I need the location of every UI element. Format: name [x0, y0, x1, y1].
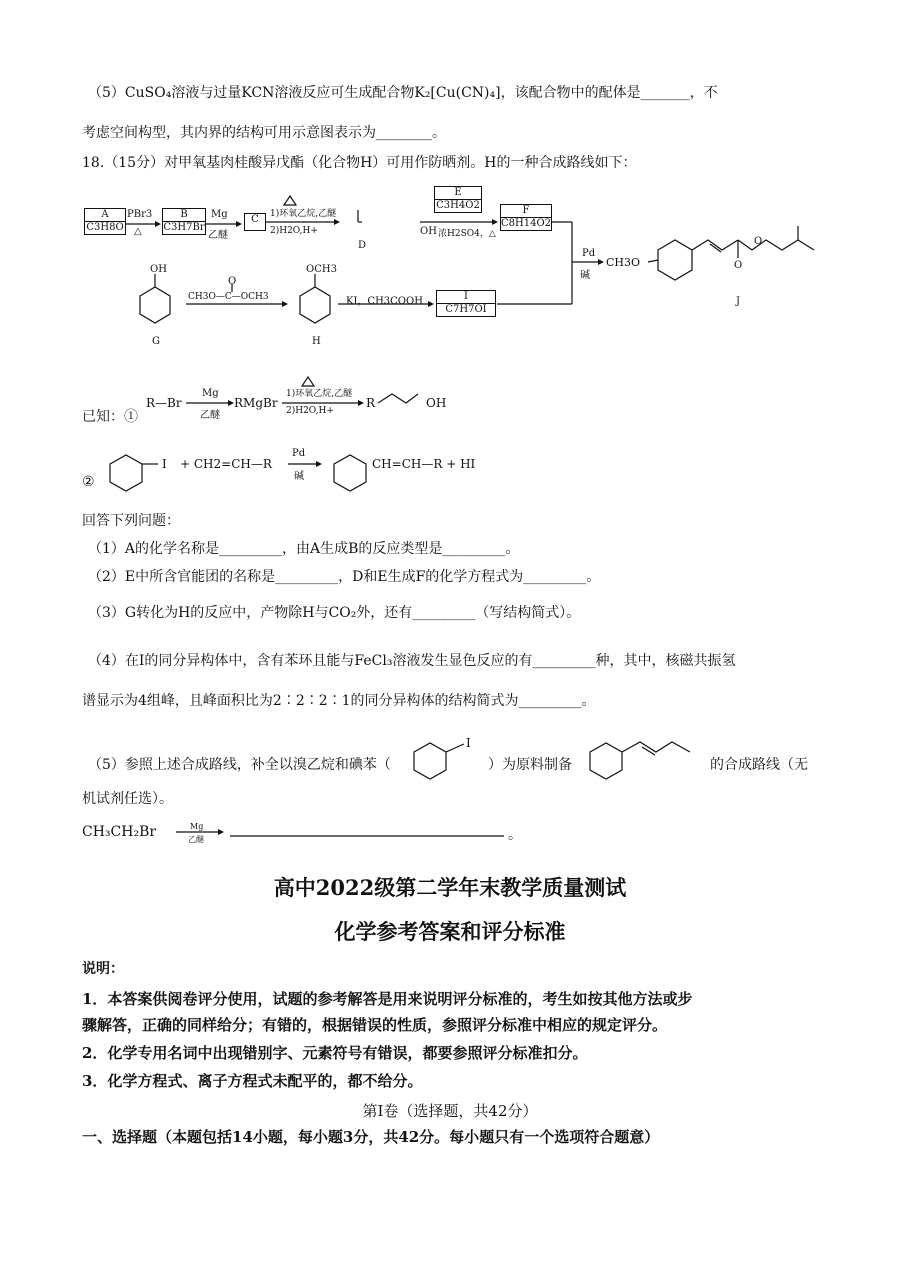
reagent-pbr3: PBr3 [127, 209, 153, 220]
arrowhead-a-b [155, 221, 161, 227]
h-benzene-ring [300, 287, 330, 323]
reagent-base-1: 碱 [580, 270, 590, 281]
label-j: J [736, 296, 741, 307]
section1-heading: 一、选择题（本题包括14小题，每小题3分，共42分。每小题只有一个选项符合题意） [82, 1128, 660, 1146]
q5-iodobenzene-ring [414, 743, 446, 779]
k2-product-ring [334, 455, 366, 491]
k1-ether: 乙醚 [200, 410, 220, 421]
k2-iodo: I [162, 457, 167, 471]
k2-base: 碱 [294, 471, 304, 482]
compound-box-f [500, 204, 552, 231]
q5-target-chain [622, 742, 690, 752]
reagent-ki: KI，CH3COOH [346, 296, 423, 307]
answer-key-title1: 高中2022级第二学年末教学质量测试 [273, 875, 627, 900]
label-h: H [312, 336, 321, 347]
route-mg: Mg [190, 822, 204, 831]
known-label: 已知：① [82, 409, 138, 425]
box-b-formula: C3H7Br [163, 222, 205, 233]
k1-end-oh: OH [426, 396, 447, 410]
q18-sub5-line1a: （5）参照上述合成路线，补全以溴乙烷和碘苯（ [88, 757, 391, 773]
note1-a: 1．本答案供阅卷评分使用，试题的参考解答是用来说明评分标准的，考生如按其他方法或步 [82, 990, 693, 1008]
box-f-formula: C8H14O2 [501, 218, 552, 229]
j-methoxy-label: CH3O [606, 256, 641, 269]
note-label: 说明： [82, 961, 124, 977]
box-b-label: B [163, 209, 205, 222]
q18-sub5-line1c: 的合成路线（无 [710, 757, 808, 773]
label-g: G [152, 336, 160, 347]
g-benzene-ring [140, 287, 170, 323]
j-ester-chain [738, 240, 814, 250]
k2-pd: Pd [292, 448, 306, 459]
q18-sub2: （2）E中所含官能团的名称是_________，D和E生成F的化学方程式为_________。 [88, 569, 601, 585]
epoxide-ring-2 [302, 377, 314, 386]
arrowhead-b-c [236, 221, 242, 227]
label-d: D [358, 240, 367, 251]
q18-sub1: （1）A的化学名称是_________，由A生成B的反应类型是_________。 [88, 541, 520, 557]
box-a-label: A [85, 209, 125, 222]
box-f-label: F [501, 205, 551, 218]
reagent-carbonyl-o: O [228, 276, 237, 287]
box-e-formula: C3H4O2 [436, 200, 480, 211]
epoxide-ring-1 [284, 196, 296, 205]
j-carbonyl-o: O [734, 260, 743, 271]
k1-grignard: RMgBr [234, 396, 278, 410]
reagent-ether-1: 乙醚 [208, 230, 228, 241]
compound-box-c [244, 213, 266, 231]
k1-reagent2-bottom: 2)H2O,H+ [286, 406, 334, 416]
q5-c-i-bond [446, 744, 464, 752]
q18-sub5-line2: 机试剂任选）。 [82, 791, 173, 807]
q18-sub5-line1b: ）为原料制备 [488, 757, 572, 773]
k1-product-chain [378, 394, 418, 403]
route-end: 。 [508, 827, 522, 843]
reagent-mg-1: Mg [211, 209, 228, 220]
q5-target-ring [590, 743, 622, 779]
g-oh-label: OH [150, 264, 167, 275]
q5-target-double [642, 747, 655, 755]
compound-box-e [434, 186, 482, 213]
k1-mg: Mg [202, 388, 219, 399]
note3: 3．化学方程式、离子方程式未配平的，都不给分。 [82, 1072, 423, 1090]
part1-heading: 第Ⅰ卷（选择题，共42分） [362, 1102, 538, 1120]
arrowhead-h-i [428, 301, 434, 307]
box-a-formula: C3H8O [86, 222, 124, 233]
q17-5-line1: （5）CuSO₄溶液与过量KCN溶液反应可生成配合物K₂[Cu(CN)₄]，该配合物中的配体是_______，不 [88, 85, 718, 101]
k2-alkene: + CH2=CH—R [180, 457, 272, 471]
compound-box-b [162, 208, 206, 235]
box-i-label: I [437, 291, 495, 304]
q18-sub3: （3）G转化为H的反应中，产物除H与CO₂外，还有_________（写结构简式）。 [88, 605, 581, 621]
box-i-formula: C7H7OI [445, 304, 487, 315]
note2: 2．化学专用名词中出现错别字、元素符号有错误，都要参照评分标准扣分。 [82, 1044, 588, 1062]
reagent-epoxide-step1: 1)环氧乙烷,乙醚 [270, 209, 337, 219]
compound-box-i [436, 290, 496, 317]
k2-product: CH=CH—R + HI [372, 457, 476, 471]
reagent-dimethyl-carbonate: CH3O—C—OCH3 [188, 292, 269, 302]
j-ester-o: O [754, 236, 763, 247]
k2-iodobenzene-ring [110, 455, 142, 491]
reagent-pd-1: Pd [582, 248, 596, 259]
route-arrowhead [218, 829, 224, 835]
q18-sub5-iodo: I [466, 736, 471, 750]
j-benzene-ring [658, 240, 692, 280]
arrowhead-d-f [492, 219, 498, 225]
reagent-heat-1: △ [134, 226, 142, 237]
k1-arrowhead2 [358, 400, 364, 406]
reagent-h2so4: 浓H2SO4，△ [438, 229, 496, 239]
q18-sub4-line2: 谱显示为4组峰，且峰面积比为2∶2∶2∶1的同分异构体的结构简式为_________。 [82, 693, 596, 709]
arrowhead-f-j [598, 259, 604, 265]
box-c-label: C [251, 214, 259, 225]
box-e-label: E [435, 187, 481, 200]
route-start: CH₃CH₂Br [82, 824, 157, 840]
d-oh-label: OH [420, 226, 437, 237]
answer-key-title2: 化学参考答案和评分标准 [334, 919, 566, 944]
compound-box-a [84, 208, 126, 235]
j-alkene-chain [692, 240, 738, 250]
k1-start: R—Br [146, 396, 182, 410]
answer-intro: 回答下列问题： [82, 513, 180, 529]
k2-num: ② [82, 474, 95, 490]
h-och3-label: OCH3 [306, 264, 337, 275]
q17-5-line2: 考虑空间构型，其内界的结构可用示意图表示为________。 [82, 125, 446, 141]
q18-sub4-line1: （4）在I的同分异构体中，含有苯环且能与FeCl₃溶液发生显色反应的有_________种，其中，核磁共振氢 [88, 653, 736, 669]
k2-arrowhead [316, 461, 322, 467]
note1-b: 骤解答，正确的同样给分；有错的，根据错误的性质，参照评分标准中相应的规定评分。 [82, 1016, 668, 1034]
q18-title: 18.（15分）对甲氧基肉桂酸异戊酯（化合物H）可用作防晒剂。H的一种合成路线如下： [82, 155, 637, 171]
k1-end-r: R [366, 396, 376, 410]
k1-reagent2-top: 1)环氧乙烷,乙醚 [286, 389, 353, 399]
j-o-bond [648, 260, 658, 262]
arrowhead-g-h [282, 301, 288, 307]
route-ether: 乙醚 [188, 835, 204, 844]
arrowhead-c-d [334, 219, 340, 225]
reagent-h2o-h-1: 2)H2O,H+ [270, 226, 318, 236]
